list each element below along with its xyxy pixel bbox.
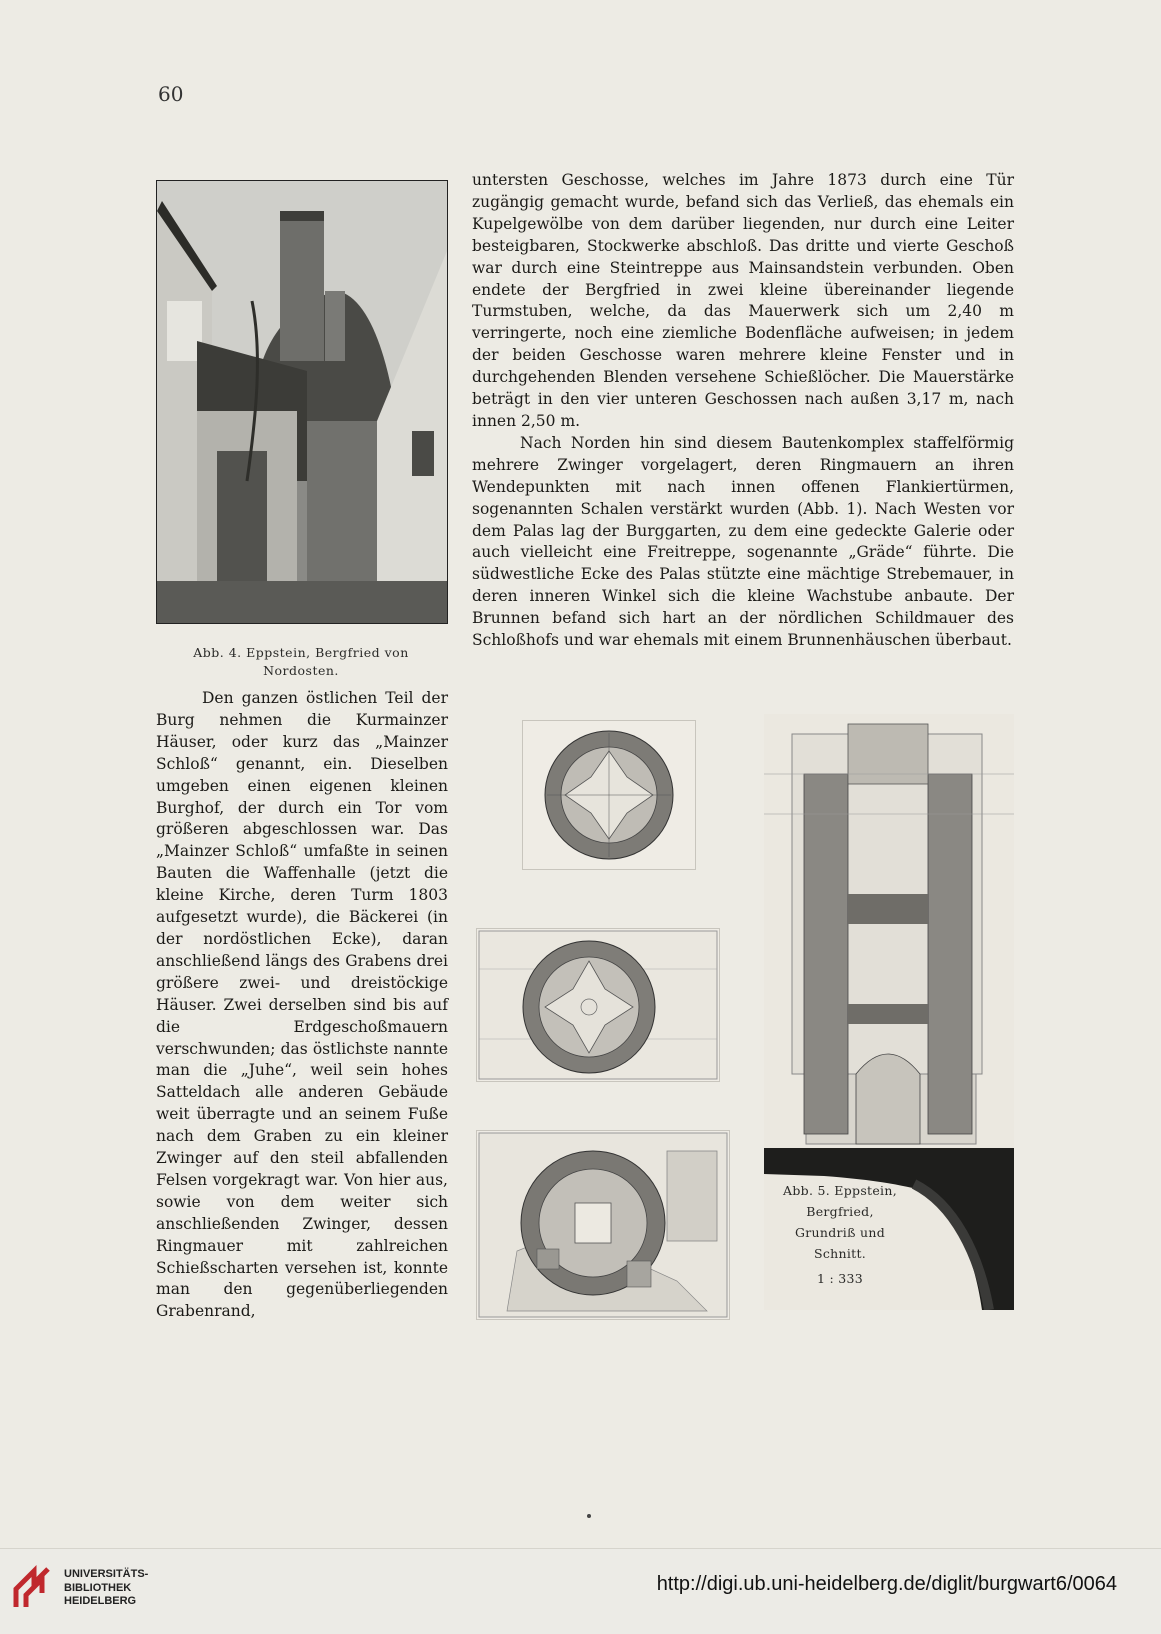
library-name-line3: HEIDELBERG <box>64 1595 137 1607</box>
library-name-line1: UNIVERSITÄTS- <box>64 1568 149 1580</box>
library-name[interactable] <box>64 1568 148 1609</box>
figure-5-scale: 1 : 333 <box>816 1271 864 1286</box>
page-mark <box>587 1514 591 1518</box>
floor-plan-upper <box>522 720 696 870</box>
page-number: 60 <box>158 82 184 106</box>
figure-4-caption <box>150 644 452 680</box>
paragraph: untersten Geschosse, welches im Jahre 1873 durch eine Tür zugängig gemacht wurde, befand sich das Verließ, das ehemals ein Kupelgewölbe von dem darüber liegenden, nur durch eine Leiter besteigbaren, Stockwerke abschloß. Das dritte und vierte Geschoß war durch eine Steintreppe aus Mainsandstein verbunden. Oben endete der Bergfried in zwei kleine übereinander liegende Turmstuben, welche, da das Mauerwerk sich um 2,40 m verringerte, noch eine ziemliche Bodenfläche aufweisen; in jedem der beiden Geschosse waren mehrere kleine Fenster und in durchgehenden Blenden versehene Schießlöcher. Die Mauerstärke beträgt in den vier unteren Geschossen nach außen 3,17 m, nach innen 2,50 m. <box>472 171 1014 430</box>
viewer-footer <box>0 1548 1161 1634</box>
figure-4-caption-line2: Nordosten. <box>263 663 339 678</box>
paragraph: Nach Norden hin sind diesem Bautenkomplex staffelförmig mehrere Zwinger vorgelagert, deren Ringmauern an ihren Wendepunkten mit nach innen offenen Flankiertürmen, sogenannten Schalen verstärkt wurden (Abb. 1). Nach Westen vor dem Palas lag der Burggarten, zu dem eine gedeckte Galerie oder auch vielleicht eine Freitreppe, sogenannte „Gräde“ führte. Die südwestliche Ecke des Palas stützte eine mächtige Strebemauer, in deren inneren Winkel sich die kleine Wachstube anbaute. Der Brunnen befand sich hart an der nördlichen Schildmauer des Schloßhofs und war ehemals mit einem Brunnenhäuschen überbaut. <box>472 433 1014 650</box>
figure-5-caption-line1: Abb. 5. Eppstein, <box>783 1183 897 1198</box>
floor-plan-lower <box>476 1130 730 1320</box>
left-text-column: Den ganzen östlichen Teil der Burg nehmen die Kurmainzer Häuser, oder kurz das „Mainzer Schloß“ genannt, ein. Dieselben umgeben einen eigenen kleinen Burghof, der durch ein Tor vom größeren abgeschlossen war. Das „Mainzer Schloß“ umfaßte in seinen Bauten die Waffenhalle (jetzt die kleine Kirche, deren Turm 1803 aufgesetzt wurde), die Bäckerei (in der nordöstlichen Ecke), daran anschließend längs des Grabens drei größere zwei- und dreistöckige Häuser. Zwei derselben sind bis auf die Erdgeschoßmauern verschwunden; das östlichste nannte man die „Juhe“, weil sein hohes Satteldach alle anderen Gebäude weit überragte und an seinem Fuße nach dem Graben zu ein kleiner Zwinger auf den steil abfallenden Felsen vorgekragt war. Von hier aus, sowie von dem weiter sich anschließenden Zwinger, dessen Ringmauer mit zahlreichen Schießscharten versehen ist, konnte man den gegenüberliegenden Grabenrand, <box>156 689 448 1321</box>
figure-5-caption-line3: Grundriß und <box>794 1225 886 1240</box>
permalink-url[interactable]: http://digi.ub.uni-heidelberg.de/diglit/burgwart6/0064 <box>656 1573 1117 1595</box>
floor-plan-middle <box>476 928 720 1082</box>
library-logo-icon[interactable] <box>12 1563 52 1611</box>
figure-4-photo <box>156 180 448 624</box>
figure-5-caption-line4: Schnitt. <box>813 1246 867 1261</box>
figure-4-caption-line1: Abb. 4. Eppstein, Bergfried von <box>193 645 409 660</box>
figure-5-caption <box>764 1180 916 1289</box>
right-text-column <box>472 170 1014 652</box>
figure-5-caption-line2: Bergfried, <box>806 1204 874 1219</box>
library-name-line2: BIBLIOTHEK <box>64 1581 132 1594</box>
